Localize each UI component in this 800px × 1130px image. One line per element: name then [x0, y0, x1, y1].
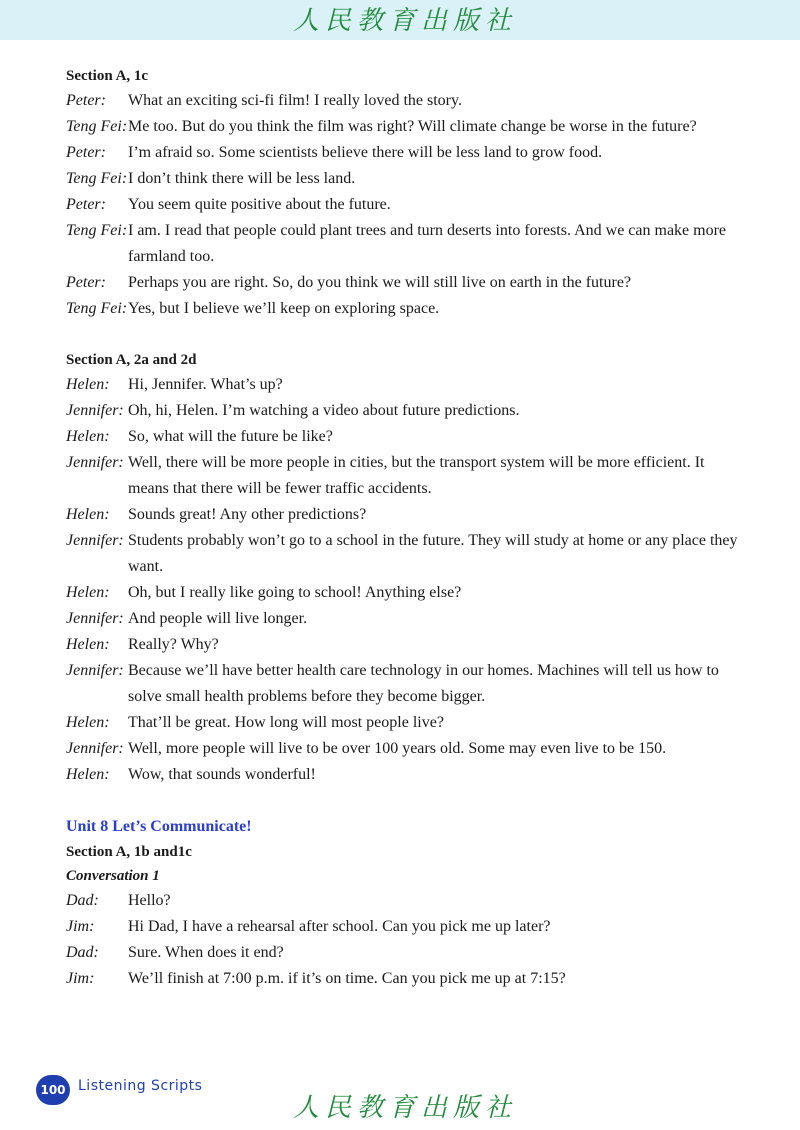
dialogue-lines	[66, 888, 746, 992]
dialogue-line	[66, 270, 746, 296]
speech-text: Hi Dad, I have a rehearsal after school. Can you pick me up later?	[128, 918, 551, 935]
speaker-name: Helen:	[66, 766, 110, 783]
speaker-name: Helen:	[66, 428, 110, 445]
conversation-title: Conversation 1	[66, 868, 160, 884]
speech-text: Sounds great! Any other predictions?	[128, 506, 367, 523]
section-title: Section A, 1b and1c	[66, 844, 192, 860]
speech-text: Well, there will be more people in cities, but the transport system will be more efficient. It means that there will be fewer traffic accidents.	[128, 454, 705, 497]
section-block-2	[66, 348, 746, 788]
dialogue-line	[66, 398, 746, 424]
spacer	[66, 322, 746, 348]
speaker-name: Dad:	[66, 892, 99, 909]
speaker-name: Dad:	[66, 944, 99, 961]
speech-text: Sure. When does it end?	[128, 944, 284, 961]
speaker-name: Peter:	[66, 144, 106, 161]
speech-text: What an exciting sci-fi film! I really loved the story.	[128, 92, 462, 109]
dialogue-line	[66, 606, 746, 632]
publisher-logo: 人民教育出版社	[292, 6, 517, 36]
dialogue-line	[66, 580, 746, 606]
dialogue-line	[66, 966, 746, 992]
speaker-name: Teng Fei:	[66, 300, 128, 317]
dialogue-line	[66, 528, 746, 580]
speaker-name: Jim:	[66, 970, 95, 987]
dialogue-line	[66, 218, 746, 270]
dialogue-line	[66, 192, 746, 218]
speech-text: Wow, that sounds wonderful!	[128, 766, 316, 783]
dialogue-line	[66, 658, 746, 710]
footer-label: Listening Scripts	[78, 1078, 203, 1094]
dialogue-line	[66, 424, 746, 450]
dialogue-line	[66, 114, 746, 140]
dialogue-line	[66, 140, 746, 166]
speech-text: I don’t think there will be less land.	[128, 170, 356, 187]
speaker-name: Jennifer:	[66, 402, 124, 419]
unit-block	[66, 814, 746, 992]
unit-title: Unit 8 Let’s Communicate!	[66, 818, 252, 835]
speaker-name: Jennifer:	[66, 662, 124, 679]
speech-text: And people will live longer.	[128, 610, 308, 627]
spacer	[66, 788, 746, 814]
dialogue-line	[66, 88, 746, 114]
speaker-name: Jennifer:	[66, 454, 124, 471]
dialogue-line	[66, 940, 746, 966]
speech-text: I am. I read that people could plant trees and turn deserts into forests. And we can make more farmland too.	[128, 222, 727, 265]
dialogue-line	[66, 372, 746, 398]
speech-text: Really? Why?	[128, 636, 219, 653]
speech-text: Oh, hi, Helen. I’m watching a video about future predictions.	[128, 402, 520, 419]
dialogue-lines	[66, 372, 746, 788]
speaker-name: Peter:	[66, 92, 106, 109]
speaker-name: Teng Fei:	[66, 222, 128, 239]
speech-text: Hello?	[128, 892, 171, 909]
dialogue-line	[66, 736, 746, 762]
speech-text: Perhaps you are right. So, do you think we will still live on earth in the future?	[128, 274, 632, 291]
dialogue-line	[66, 632, 746, 658]
speaker-name: Teng Fei:	[66, 170, 128, 187]
speech-text: Well, more people will live to be over 100 years old. Some may even live to be 150.	[128, 740, 667, 757]
speaker-name: Helen:	[66, 376, 110, 393]
page-number-badge: 100	[36, 1075, 70, 1105]
speaker-name: Jennifer:	[66, 532, 124, 549]
dialogue-line	[66, 914, 746, 940]
speaker-name: Teng Fei:	[66, 118, 128, 135]
dialogue-line	[66, 296, 746, 322]
speaker-name: Peter:	[66, 274, 106, 291]
section-title: Section A, 2a and 2d	[66, 352, 197, 368]
speaker-name: Peter:	[66, 196, 106, 213]
publisher-logo-bottom: 人民教育出版社	[292, 1093, 517, 1123]
speech-text: I’m afraid so. Some scientists believe there will be less land to grow food.	[128, 144, 603, 161]
scripts-content	[66, 64, 746, 992]
speech-text: Hi, Jennifer. What’s up?	[128, 376, 283, 393]
dialogue-lines	[66, 88, 746, 322]
speech-text: We’ll finish at 7:00 p.m. if it’s on time. Can you pick me up at 7:15?	[128, 970, 566, 987]
speech-text: Oh, but I really like going to school! Anything else?	[128, 584, 462, 601]
dialogue-line	[66, 710, 746, 736]
speaker-name: Helen:	[66, 714, 110, 731]
dialogue-line	[66, 888, 746, 914]
section-block-1	[66, 64, 746, 322]
speech-text: Yes, but I believe we’ll keep on exploring space.	[128, 300, 440, 317]
section-title: Section A, 1c	[66, 68, 149, 84]
speaker-name: Jennifer:	[66, 610, 124, 627]
dialogue-line	[66, 450, 746, 502]
speech-text: Students probably won’t go to a school in the future. They will study at home or any place they want.	[128, 532, 738, 575]
speaker-name: Jim:	[66, 918, 95, 935]
speech-text: So, what will the future be like?	[128, 428, 333, 445]
speaker-name: Jennifer:	[66, 740, 124, 757]
speaker-name: Helen:	[66, 636, 110, 653]
speech-text: Because we’ll have better health care technology in our homes. Machines will tell us how to solve small health problems before they become bigger.	[128, 662, 719, 705]
speech-text: That’ll be great. How long will most people live?	[128, 714, 444, 731]
speaker-name: Helen:	[66, 584, 110, 601]
dialogue-line	[66, 166, 746, 192]
speech-text: You seem quite positive about the future.	[128, 196, 391, 213]
dialogue-line	[66, 762, 746, 788]
speaker-name: Helen:	[66, 506, 110, 523]
dialogue-line	[66, 502, 746, 528]
speech-text: Me too. But do you think the film was right? Will climate change be worse in the future?	[128, 118, 697, 135]
